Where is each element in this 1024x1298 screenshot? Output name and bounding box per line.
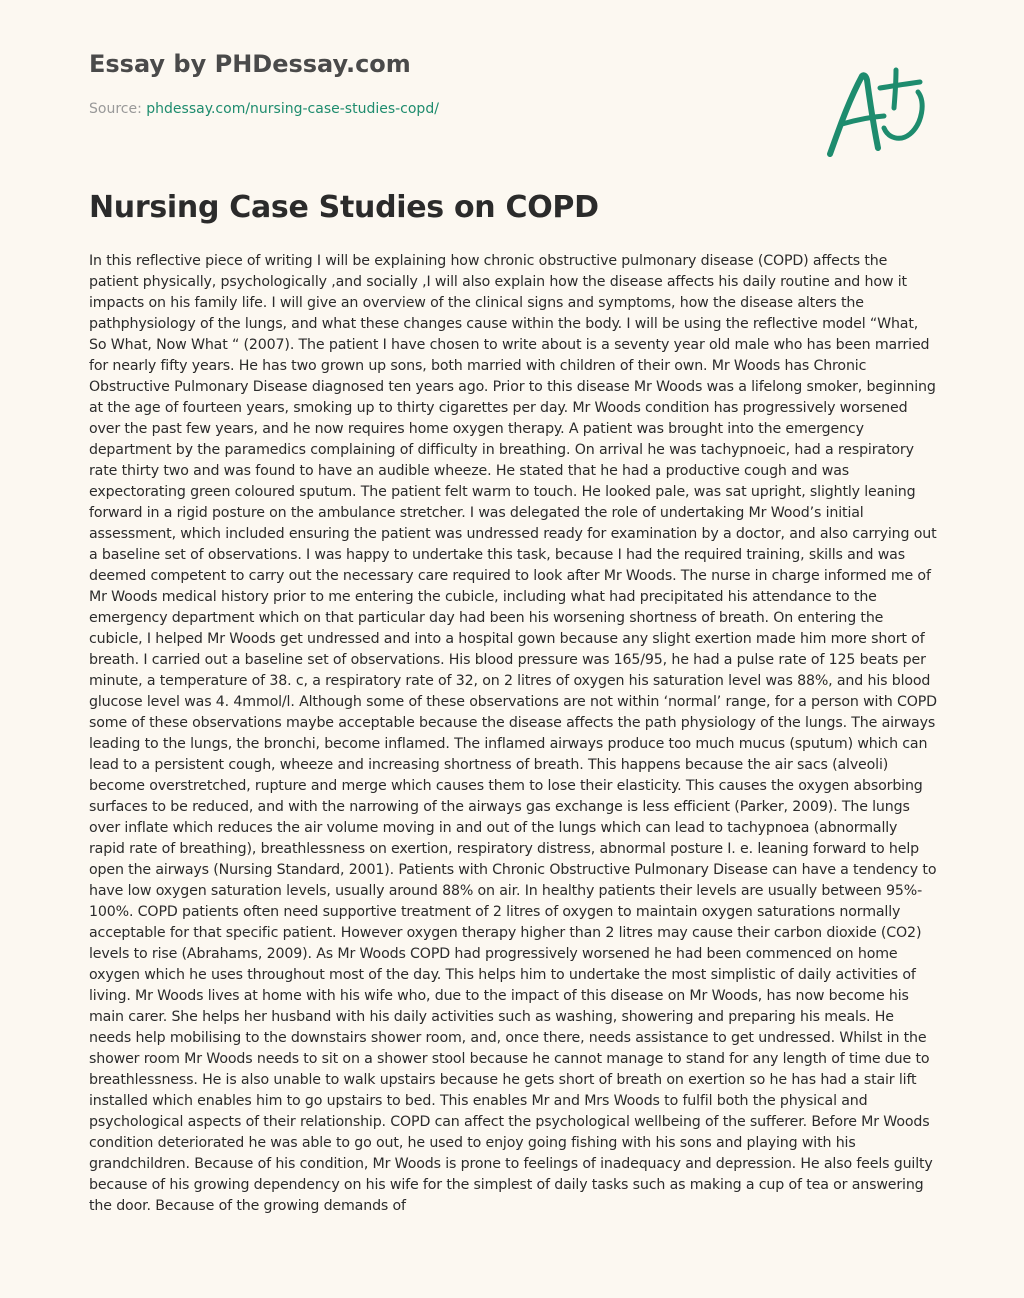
site-title: Essay by PHDessay.com <box>89 50 411 78</box>
document-body: In this reflective piece of writing I will be explaining how chronic obstructive pulmonary disease (COPD) affects the patient physically, psychologically ,and socially ,I will also explain how the disease affects his daily routine and how it impacts on his family life. I will give an overview of the clinical signs and symptoms, how the disease alters the pathphysiology of the lungs, and what these changes cause within the body. I will be using the reflective model “What, So What, Now What “ (2007). The patient I have chosen to write about is a seventy year old male who has been married for nearly fifty years. He has two grown up sons, both married with children of their own. Mr Woods has Chronic Obstructive Pulmonary Disease diagnosed ten years ago. Prior to this disease Mr Woods was a lifelong smoker, beginning at the age of fourteen years, smoking up to thirty cigarettes per day. Mr Woods condition has progressively worsened over the past few years, and he now requires home oxygen therapy. A patient was brought into the emergency department by the paramedics complaining of difficulty in breathing. On arrival he was tachypnoeic, had a respiratory rate thirty two and was found to have an audible wheeze. He stated that he had a productive cough and was expectorating green coloured sputum. The patient felt warm to touch. He looked pale, was sat upright, slightly leaning forward in a rigid posture on the ambulance stretcher. I was delegated the role of undertaking Mr Wood’s initial assessment, which included ensuring the patient was undressed ready for examination by a doctor, and also carrying out a baseline set of observations. I was happy to undertake this task, because I had the required training, skills and was deemed competent to carry out the necessary care required to look after Mr Woods. The nurse in charge informed me of Mr Woods medical history prior to me entering the cubicle, including what had precipitated his attendance to the emergency department which on that particular day had been his worsening shortness of breath. On entering the cubicle, I helped Mr Woods get undressed and into a hospital gown because any slight exertion made him more short of breath. I carried out a baseline set of observations. His blood pressure was 165/95, he had a pulse rate of 125 beats per minute, a temperature of 38. c, a respiratory rate of 32, on 2 litres of oxygen his saturation level was 88%, and his blood glucose level was 4. 4mmol/l. Although some of these observations are not within ‘normal’ range, for a person with COPD some of these observations maybe acceptable because the disease affects the path physiology of the lungs. The airways leading to the lungs, the bronchi, become inflamed. The inflamed airways produce too much mucus (sputum) which can lead to a persistent cough, wheeze and increasing shortness of breath. This happens because the air sacs (alveoli) become overstretched, rupture and merge which causes them to lose their elasticity. This causes the oxygen absorbing surfaces to be reduced, and with the narrowing of the airways gas exchange is less efficient (Parker, 2009). The lungs over inflate which reduces the air volume moving in and out of the lungs which can lead to tachypnoea (abnormally rapid rate of breathing), breathlessness on exertion, respiratory distress, abnormal posture I. e. leaning forward to help open the airways (Nursing Standard, 2001). Patients with Chronic Obstructive Pulmonary Disease can have a tendency to have low oxygen saturation levels, usually around 88% on air. In healthy patients their levels are usually between 95%- 100%. COPD patients often need supportive treatment of 2 litres of oxygen to maintain oxygen saturations normally acceptable for that specific patient. However oxygen therapy higher than 2 litres may cause their carbon dioxide (CO2) levels to rise (Abrahams, 2009). As Mr Woods COPD had progressively worsened he had been commenced on home oxygen which he uses throughout most of the day. This helps him to undertake the most simplistic of daily activities of living. Mr Woods lives at home with his wife who, due to the impact of this disease on Mr Woods, has now become his main carer. She helps her husband with his daily activities such as washing, showering and preparing his meals. He needs help mobilising to the downstairs shower room, and, once there, needs assistance to get undressed. Whilst in the shower room Mr Woods needs to sit on a shower stool because he cannot manage to stand for any length of time due to breathlessness. He is also unable to walk upstairs because he gets short of breath on exertion so he has had a stair lift installed which enables him to go upstairs to bed. This enables Mr and Mrs Woods to fulfil both the physical and psychological aspects of their relationship. COPD can affect the psychological wellbeing of the sufferer. Before Mr Woods condition deteriorated he was able to go out, he used to enjoy going fishing with his sons and playing with his grandchildren. Because of his condition, Mr Woods is prone to feelings of inadequacy and depression. He also feels guilty because of his growing dependency on his wife for the simplest of daily tasks such as making a cup of tea or answering the door. Because of the growing demands of <box>89 253 937 1214</box>
source-label: Source: <box>89 101 147 117</box>
document-title: Nursing Case Studies on COPD <box>89 190 599 225</box>
source-link[interactable]: phdessay.com/nursing-case-studies-copd/ <box>146 101 439 117</box>
a-plus-logo <box>818 62 930 162</box>
a-plus-logo-mark <box>818 62 930 162</box>
source-line <box>89 101 439 117</box>
